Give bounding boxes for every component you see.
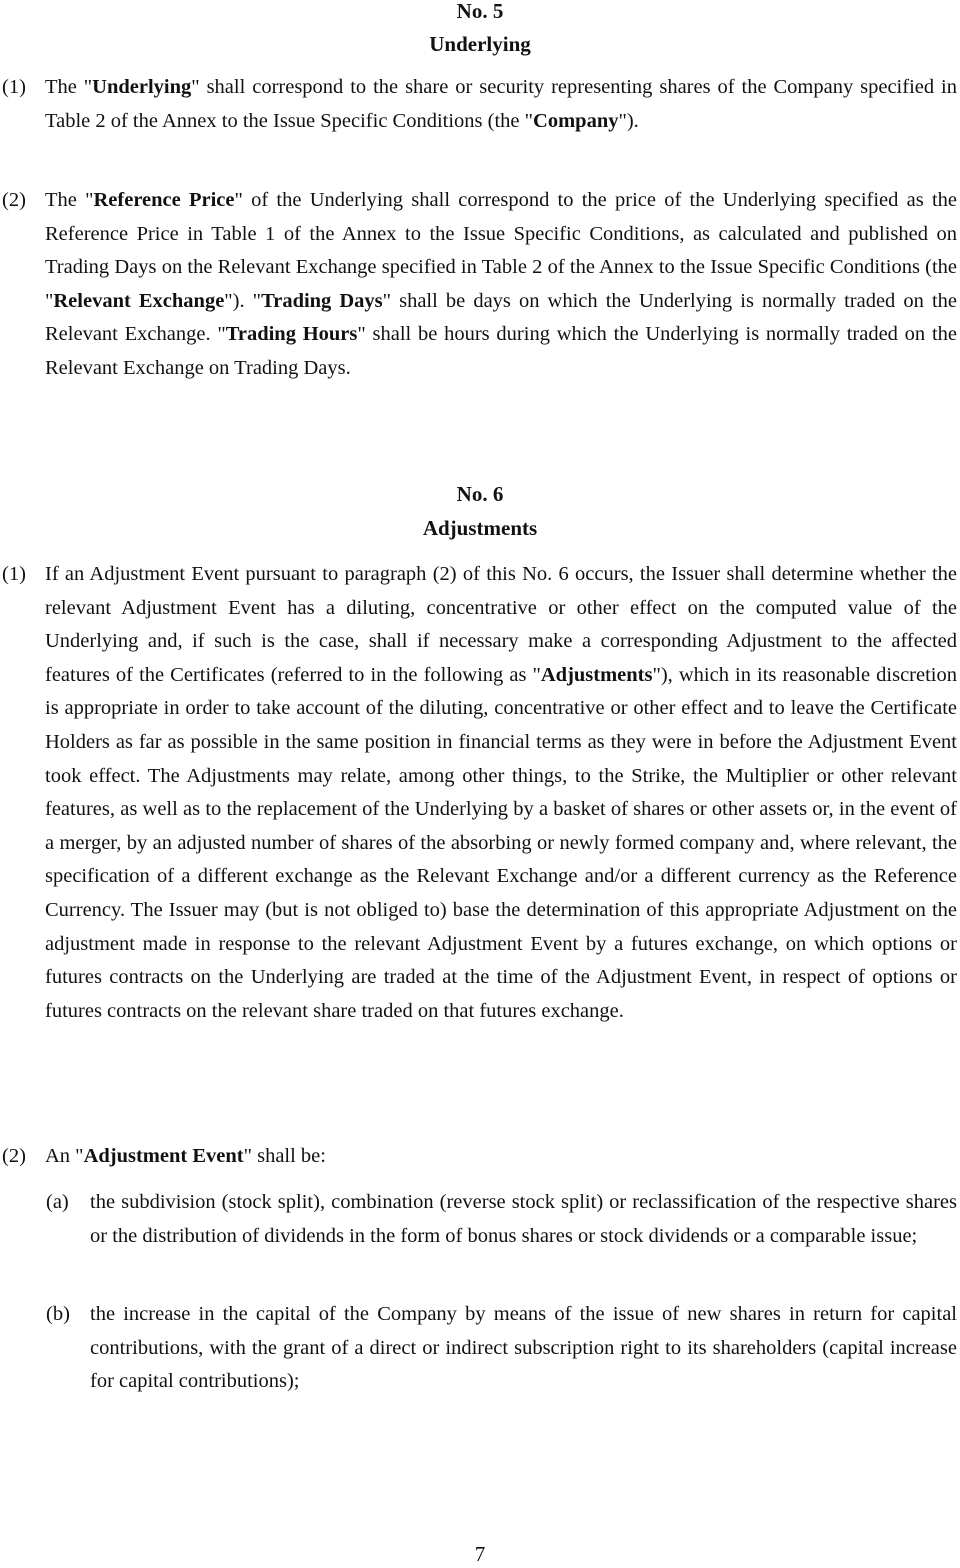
defined-term: Trading Days	[261, 289, 383, 312]
section-title: Adjustments	[422, 516, 538, 540]
paragraph-number: (2)	[2, 1145, 26, 1167]
paragraph-number: (1)	[2, 563, 26, 585]
defined-term: Underlying	[92, 76, 192, 98]
defined-term: Adjustments	[540, 663, 653, 686]
paragraph-number: (2)	[2, 189, 26, 211]
list-item-marker: (b)	[46, 1303, 70, 1325]
defined-term: Reference Price	[93, 189, 235, 211]
list-item-text: the subdivision (stock split), combination (reverse stock split) or reclassification of the respective shares or the distribution of dividends in the form of bonus shares or stock dividends or a comparable issue;	[90, 1191, 957, 1247]
defined-term: Company	[533, 109, 619, 132]
page-number: 7	[474, 1542, 486, 1566]
paragraph-text: An "Adjustment Event" shall be:	[45, 1145, 326, 1167]
section-title: Underlying	[429, 32, 531, 56]
paragraph-text: The "Reference Price" of the Underlying shall correspond to the price of the Underlying specified as the Reference Price in Table 1 of the Annex to the Issue Specific Conditions, as calculated and published on Trading Days on the Relevant Exchange specified in Table 2 of the Annex to the Issue Specific Conditions (the "Relevant Exchange"). "Trading Days" shall be days on which the Underlying is normally traded on the Relevant Exchange. "Trading Hours" shall be hours during which the Underlying is normally traded on the Relevant Exchange on Trading Days.	[45, 189, 957, 379]
section-number: No. 6	[456, 482, 504, 506]
paragraph-text: If an Adjustment Event pursuant to paragraph (2) of this No. 6 occurs, the Issuer shall determine whether the relevant Adjustment Event has a diluting, concentrative or other effect on the computed value of the Underlying and, if such is the case, shall if necessary make a corresponding Adjustment to the affected features of the Certificates (referred to in the following as "Adjustments"), which in its reasonable discretion is appropriate in order to take account of the diluting, concentrative or other effect and to leave the Certificate Holders as far as possible in the same position in financial terms as they were in before the Adjustment Event took effect. The Adjustments may relate, among other things, to the Strike, the Multiplier or other relevant features, as well as to the replacement of the Underlying by a basket of shares or other assets or, in the event of a merger, by an adjusted number of shares of the absorbing or newly formed company and, where relevant, the specification of a different exchange as the Relevant Exchange and/or a different currency as the Reference Currency. The Issuer may (but is not obliged to) base the determination of this appropriate Adjustment on the adjustment made in response to the relevant Adjustment Event by a futures exchange, on which options or futures contracts on the Underlying are traded at the time of the Adjustment Event, in respect of options or futures contracts on the relevant share traded on that futures exchange.	[45, 563, 957, 1022]
section-number: No. 5	[456, 0, 504, 23]
list-item-marker: (a)	[46, 1191, 69, 1213]
defined-term: Relevant Exchange	[53, 289, 225, 312]
defined-term: Adjustment Event	[83, 1145, 244, 1167]
defined-term: Trading Hours	[225, 323, 358, 346]
paragraph-text: The "Underlying" shall correspond to the share or security representing shares of the Company specified in Table 2 of the Annex to the Issue Specific Conditions (the "Company").	[45, 76, 957, 132]
list-item-text: the increase in the capital of the Company by means of the issue of new shares in return for capital contributions, with the grant of a direct or indirect subscription right to its shareholders (capital increase for capital contributions);	[90, 1303, 957, 1393]
paragraph-number: (1)	[2, 76, 26, 98]
